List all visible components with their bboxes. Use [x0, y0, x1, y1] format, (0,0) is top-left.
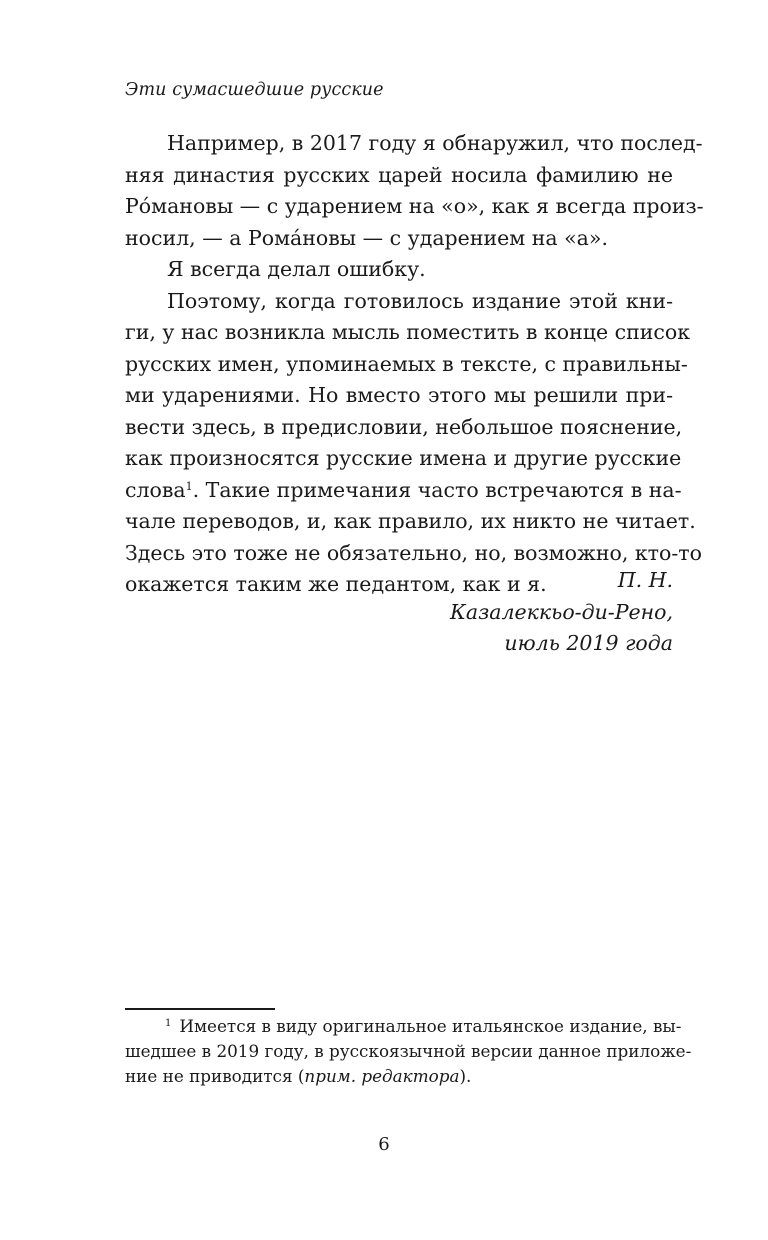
signature-block	[273, 565, 673, 660]
footnote-text: ние не приводится (	[125, 1066, 305, 1086]
text-line: носил, — а Рома́новы — с ударением на «а».	[125, 225, 608, 250]
text-line: как произносятся русские имена и другие русские	[125, 446, 682, 470]
footnote-line: шедшее в 2019 году, в русскоязычной версии данное приложе-	[125, 1041, 692, 1061]
footnote-editor-note: прим. редактора	[304, 1066, 460, 1086]
text-line: ги, у нас возникла мысль поместить в конце список	[125, 320, 691, 344]
text-line: ми ударениями. Но вместо этого мы решили при-	[125, 383, 673, 407]
signature-date: июль 2019 года	[504, 631, 673, 655]
footnote-text: Имеется в виду оригинальное итальянское издание, вы-	[179, 1016, 682, 1036]
text-line: Ро́мановы — с ударением на «о», как я всегда произ-	[125, 194, 704, 218]
footnote-number: 1	[165, 1018, 172, 1029]
text-line: окажется таким же педантом, как и я.	[125, 572, 547, 596]
footnote-line	[125, 1064, 673, 1089]
text-fragment: слова	[125, 477, 186, 502]
text-line: Здесь это тоже не обязательно, но, возможно, кто-то	[125, 540, 702, 565]
footnote-text: ).	[459, 1066, 472, 1086]
body-text	[125, 128, 704, 601]
footnotes	[125, 1014, 692, 1089]
text-line: Поэтому, когда готовилось издание этой кни-	[167, 288, 673, 313]
text-line: вести здесь, в предисловии, небольшое пояснение,	[125, 414, 683, 439]
footnote-divider	[125, 1008, 275, 1010]
text-line: Я всегда делал ошибку.	[167, 257, 426, 281]
text-line: Например, в 2017 году я обнаружил, что послед-	[167, 131, 703, 155]
text-line: русских имен, упоминаемых в тексте, с правильны-	[125, 351, 688, 376]
signature-place: Казалеккьо-ди-Рено,	[450, 599, 673, 624]
footnote-reference[interactable]: 1	[185, 479, 193, 493]
page-number: 6	[378, 1134, 390, 1155]
text-line: чале переводов, и, как правило, их никто не читает.	[125, 509, 696, 533]
running-header: Эти сумасшедшие русские	[125, 80, 384, 100]
text-line-with-footnote	[125, 475, 682, 507]
signature-initials: П. Н.	[617, 568, 673, 592]
footnote-line	[125, 1014, 682, 1039]
text-line: няя династия русских царей носила фамилию не	[125, 162, 673, 187]
text-fragment: . Такие примечания часто встречаются в на-	[192, 477, 682, 502]
